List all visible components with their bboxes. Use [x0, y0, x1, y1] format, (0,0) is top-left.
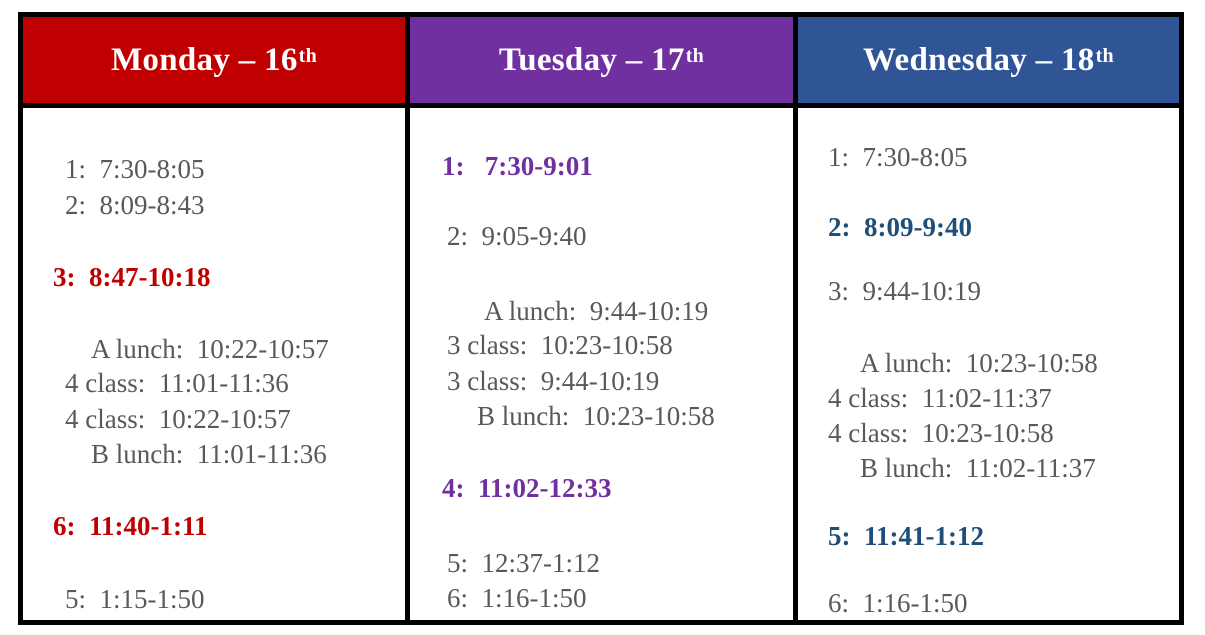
class-line: 3 class: 9:44-10:19 — [447, 366, 660, 396]
class-line: 4 class: 11:01-11:36 — [65, 368, 289, 398]
period-line: 1: 7:30-8:05 — [828, 142, 968, 172]
schedule-table — [18, 12, 1184, 625]
header-wednesday — [798, 17, 1179, 103]
body-tuesday — [410, 108, 793, 620]
column-wednesday — [798, 17, 1179, 620]
period-line: 2: 8:09-8:43 — [65, 190, 205, 220]
period-line-highlight: 3: 8:47-10:18 — [53, 262, 211, 292]
header-tuesday-suffix: th — [685, 44, 705, 67]
body-wednesday — [798, 108, 1179, 620]
lunch-line: A lunch: 9:44-10:19 — [484, 296, 709, 326]
class-line: 4 class: 10:23-10:58 — [828, 418, 1054, 448]
lunch-line: B lunch: 11:02-11:37 — [860, 453, 1096, 483]
period-line-highlight: 4: 11:02-12:33 — [442, 473, 612, 503]
period-line: 2: 9:05-9:40 — [447, 221, 587, 251]
column-tuesday — [410, 17, 793, 620]
period-line: 5: 12:37-1:12 — [447, 548, 600, 578]
period-line-highlight: 5: 11:41-1:12 — [828, 521, 984, 551]
lunch-line: A lunch: 10:23-10:58 — [860, 348, 1098, 378]
body-monday — [23, 108, 405, 620]
header-tuesday-label: Tuesday – 17 — [498, 41, 685, 78]
lunch-line: B lunch: 10:23-10:58 — [477, 401, 715, 431]
lunch-line: B lunch: 11:01-11:36 — [91, 439, 327, 469]
header-monday — [23, 17, 405, 103]
header-wednesday-suffix: th — [1095, 44, 1114, 67]
header-tuesday — [410, 17, 793, 103]
header-wednesday-label: Wednesday – 18 — [863, 41, 1095, 78]
period-line-highlight: 1: 7:30-9:01 — [442, 151, 593, 181]
column-monday — [23, 17, 405, 620]
class-line: 4 class: 10:22-10:57 — [65, 404, 291, 434]
period-line-highlight: 2: 8:09-9:40 — [828, 212, 972, 242]
period-line: 5: 1:15-1:50 — [65, 584, 205, 614]
lunch-line: A lunch: 10:22-10:57 — [91, 334, 329, 364]
period-line: 6: 1:16-1:50 — [447, 583, 587, 613]
class-line: 3 class: 10:23-10:58 — [447, 330, 673, 360]
header-monday-suffix: th — [298, 44, 318, 67]
class-line: 4 class: 11:02-11:37 — [828, 383, 1052, 413]
period-line-highlight: 6: 11:40-1:11 — [53, 511, 208, 541]
header-monday-label: Monday – 16 — [110, 41, 298, 78]
period-line: 3: 9:44-10:19 — [828, 276, 981, 306]
period-line: 6: 1:16-1:50 — [828, 588, 968, 618]
period-line: 1: 7:30-8:05 — [65, 154, 205, 184]
